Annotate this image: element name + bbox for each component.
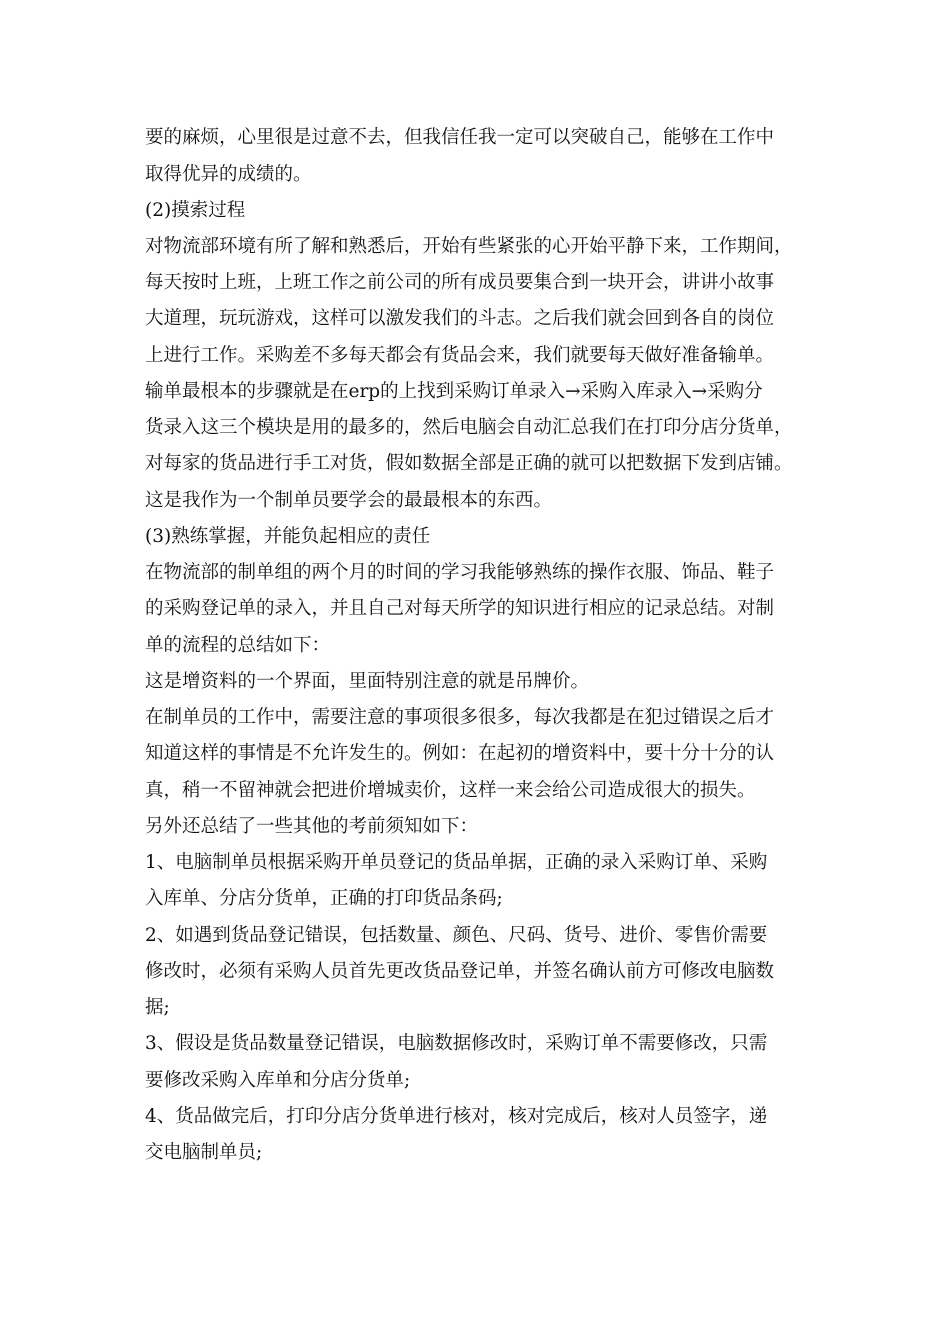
section-heading: (2)摸索过程 (145, 200, 246, 221)
text-line: 另外还总结了一些其他的考前须知如下： (145, 816, 479, 837)
text-line: 上进行工作。采购差不多每天都会有货品会来，我们就要每天做好准备输单。 (145, 345, 775, 366)
text-line: 在物流部的制单组的两个月的时间的学习我能够熟练的操作衣服、饰品、鞋子 (145, 562, 775, 583)
text-line: 大道理，玩玩游戏，这样可以激发我们的斗志。之后我们就会回到各自的岗位 (145, 308, 775, 329)
text-line: 对物流部环境有所了解和熟悉后，开始有些紧张的心开始平静下来，工作期间， (145, 236, 793, 257)
text-line: 每天按时上班，上班工作之前公司的所有成员要集合到一块开会，讲讲小故事 (145, 272, 775, 293)
text-line: 对每家的货品进行手工对货，假如数据全部是正确的就可以把数据下发到店铺。 (145, 453, 793, 474)
list-item: 1、电脑制单员根据采购开单员登记的货品单据，正确的录入采购订单、采购 (145, 852, 768, 873)
text-line: 修改时，必须有采购人员首先更改货品登记单，并签名确认前方可修改电脑数 (145, 961, 775, 982)
text-line: 交电脑制单员; (145, 1142, 263, 1163)
list-item: 2、如遇到货品登记错误，包括数量、颜色、尺码、货号、进价、零售价需要 (145, 925, 768, 946)
text-line: 输单最根本的步骤就是在erp的上找到采购订单录入→采购入库录入→采购分 (145, 381, 763, 402)
text-line: 取得优异的成绩的。 (145, 164, 312, 185)
text-line: 这是我作为一个制单员要学会的最最根本的东西。 (145, 490, 553, 511)
text-line: 在制单员的工作中，需要注意的事项很多很多，每次我都是在犯过错误之后才 (145, 707, 775, 728)
text-line: 单的流程的总结如下： (145, 635, 331, 656)
text-line: 据; (145, 997, 170, 1018)
text-line: 要修改采购入库单和分店分货单; (145, 1070, 411, 1091)
text-line: 的采购登记单的录入，并且自己对每天所学的知识进行相应的记录总结。对制 (145, 598, 775, 619)
text-line: 货录入这三个模块是用的最多的，然后电脑会自动汇总我们在打印分店分货单， (145, 417, 793, 438)
text-line: 真，稍一不留神就会把进价增城卖价，这样一来会给公司造成很大的损失。 (145, 780, 756, 801)
text-line: 知道这样的事情是不允许发生的。例如：在起初的增资料中，要十分十分的认 (145, 743, 775, 764)
list-item: 4、货品做完后，打印分店分货单进行核对，核对完成后，核对人员签字，递 (145, 1106, 768, 1127)
text-line: 要的麻烦，心里很是过意不去，但我信任我一定可以突破自己，能够在工作中 (145, 127, 775, 148)
text-line: 入库单、分店分货单，正确的打印货品条码; (145, 888, 503, 909)
text-line: 这是增资料的一个界面，里面特别注意的就是吊牌价。 (145, 671, 590, 692)
list-item: 3、假设是货品数量登记错误，电脑数据修改时，采购订单不需要修改，只需 (145, 1033, 768, 1054)
section-heading: (3)熟练掌握，并能负起相应的责任 (145, 526, 431, 547)
